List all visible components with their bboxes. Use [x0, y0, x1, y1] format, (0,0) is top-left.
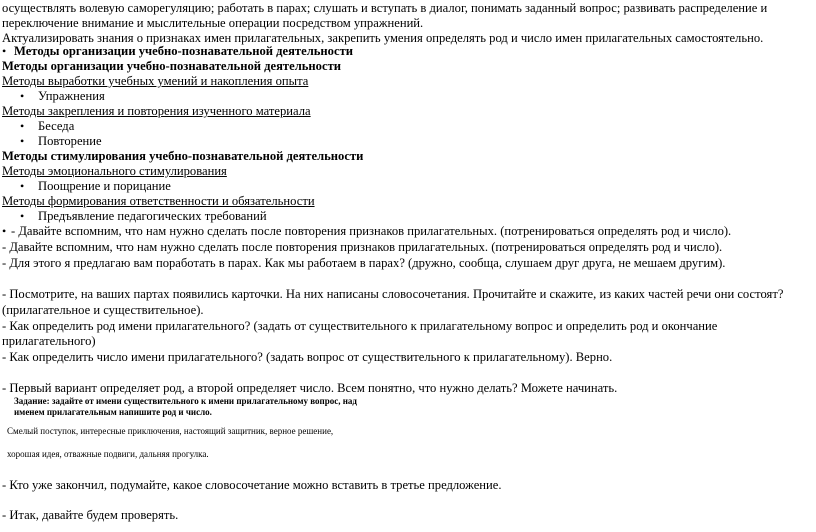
dialogue-line: (прилагательное и существительное). [2, 303, 204, 317]
bullet-icon: • [2, 224, 7, 238]
dialogue-line: - Давайте вспомним, что нам нужно сделать после повторения признаков прилагательных. (потренироваться определять род и число). [11, 224, 732, 238]
method-subheading: Методы формирования ответственности и обязательности [2, 194, 315, 208]
list-item: Предъявление педагогических требований [38, 209, 267, 223]
bullet-icon: • [20, 134, 25, 148]
bullet-icon: • [20, 119, 25, 133]
dialogue-line: - Посмотрите, на ваших партах появились карточки. На них написаны словосочетания. Прочитайте и скажите, из каких частей речи они состоят? [2, 287, 784, 301]
list-item: Поощрение и порицание [38, 179, 171, 193]
dialogue-line: - Первый вариант определяет род, а второй определяет число. Всем понятно, что нужно делать? Можете начинать. [2, 381, 618, 395]
list-item: Упражнения [38, 89, 105, 103]
dialogue-line: - Как определить число имени прилагательного? (задать вопрос от существительного к прилагательному). Верно. [2, 350, 613, 364]
bullet-icon: • [20, 209, 25, 223]
method-subheading: Методы выработки учебных умений и накопления опыта [2, 74, 309, 88]
bullet-icon: • [2, 44, 7, 58]
section-heading: Методы организации учебно-познавательной деятельности [2, 59, 342, 73]
text-line: осуществлять волевую саморегуляцию; работать в парах; слушать и вступать в диалог, понимать заданный вопрос; развивать распределение и [2, 1, 768, 15]
list-item: Беседа [38, 119, 75, 133]
list-item: Повторение [38, 134, 102, 148]
method-subheading: Методы эмоционального стимулирования [2, 164, 227, 178]
dialogue-line: - Итак, давайте будем проверять. [2, 508, 179, 522]
bullet-icon: • [20, 89, 25, 103]
section-heading: Методы стимулирования учебно-познавательной деятельности [2, 149, 364, 163]
task-card-phrases: Смелый поступок, интересные приключения, настоящий защитник, верное решение, [7, 426, 334, 436]
method-subheading: Методы закрепления и повторения изученного материала [2, 104, 311, 118]
text-line: Актуализировать знания о признаках имен прилагательных, закрепить умения определять род и число имен прилагательных самостоятельно. [2, 31, 764, 45]
task-card-phrases: хорошая идея, отважные подвиги, дальняя прогулка. [7, 449, 209, 459]
task-card-title: именем прилагательным напишите род и число. [14, 407, 212, 417]
dialogue-line: - Давайте вспомним, что нам нужно сделать после повторения признаков прилагательных. (потренироваться определять род и число). [2, 240, 723, 254]
bullet-icon: • [20, 179, 25, 193]
dialogue-line: прилагательного) [2, 334, 96, 348]
dialogue-line: - Кто уже закончил, подумайте, какое словосочетание можно вставить в третье предложение. [2, 478, 502, 492]
dialogue-line: - Как определить род имени прилагательного? (задать от существительного к прилагательному вопрос и определить род и окончание [2, 319, 718, 333]
dialogue-line: - Для этого я предлагаю вам поработать в парах. Как мы работаем в парах? (дружно, сообща, слушаем друг друга, не мешаем другим). [2, 256, 726, 270]
text-line: переключение внимание и мыслительные операции посредством упражнений. [2, 16, 424, 30]
section-heading: Методы организации учебно-познавательной деятельности [14, 44, 354, 58]
task-card-title: Задание: задайте от имени существительного к имени прилагательному вопрос, над [14, 396, 357, 406]
